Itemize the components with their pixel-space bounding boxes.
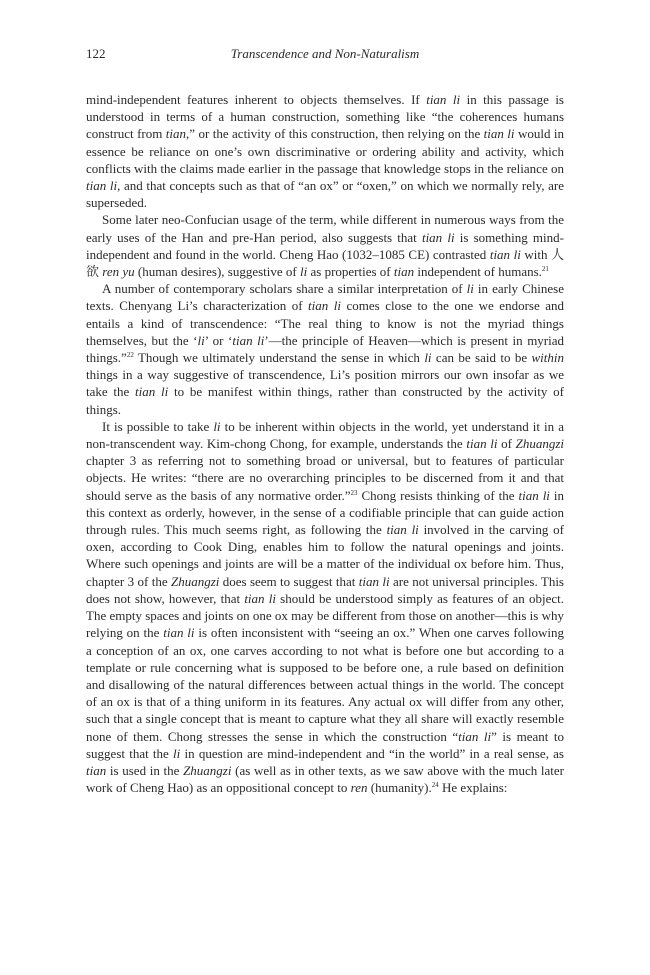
italic-term: tian (393, 264, 415, 280)
italic-term: li (424, 350, 432, 366)
text-run: in early Chinese texts. Chenyang Li’s characterization of (86, 281, 564, 314)
italic-term: ren (350, 780, 368, 796)
italic-term: tian li (244, 590, 276, 606)
italic-term: tian li (458, 728, 492, 744)
italic-term: tian li (421, 229, 455, 245)
text-run: things in a way suggestive of transcendence, Li’s position mirrors our own insofar as we take the (86, 367, 564, 400)
italic-term: Zhuangzi (183, 762, 232, 778)
paragraph (86, 91, 564, 211)
text-run: in this context as orderly, however, in the sense of a codifiable principle that can guide action through rules. This much seems right, as following the (86, 487, 564, 538)
text-run: (as well as in other texts, as we saw above with the much later work of Cheng Hao) as an oppositional concept to (86, 762, 564, 796)
italic-term: tian (165, 126, 187, 142)
italic-term: tian li (518, 487, 550, 503)
italic-term: li (466, 281, 474, 297)
italic-term: li (197, 332, 205, 348)
text-run: It is possible to take (102, 418, 214, 434)
italic-term: tian li (489, 246, 521, 262)
text-run: is used in the (106, 762, 184, 778)
text-run: as properties of (307, 264, 394, 280)
italic-term: tian (86, 762, 107, 778)
text-run: Chong resists thinking of the (357, 487, 519, 503)
paragraph (86, 418, 564, 796)
italic-term: tian li (466, 436, 498, 452)
text-run: in question are mind-independent and “in the world” in a real sense, as (180, 745, 564, 761)
italic-term: tian li (163, 625, 195, 641)
text-run: Some later neo-Confucian usage of the term, while different in numerous ways from the early uses of the Han and pre-Han period, also suggests that (86, 212, 564, 245)
text-run: to be inherent within objects in the world, yet understand it in a non-transcendent way. Kim-chong Chong, for example, understands the (86, 418, 564, 452)
italic-term: li (173, 745, 181, 761)
text-run: Though we ultimately understand the sense in which (133, 350, 425, 366)
italic-term: tian li (232, 332, 265, 348)
text-run: is often inconsistent with “seeing an ox.” When one carves following a conception of an ox, one carves according to not what is before one but according to a template or rule concerning what is supposed to be before one, a rule based on definition and disallowing of the natural differences between actual things in the world. The concept of an ox is that of a thing uniform in its features. Any actual ox will differ from any other, such that a single concept that is meant to capture what they all share will exactly resemble none of them. Chong stresses the sense in which the construction “ (86, 625, 564, 744)
text-run: (humanity). (367, 780, 432, 796)
footnote-ref: 23 (350, 488, 358, 497)
footnote-ref: 21 (541, 265, 549, 274)
page-header (86, 44, 564, 64)
italic-term: tian li (86, 178, 118, 194)
italic-term: Zhuangzi (170, 573, 220, 589)
text-run: mind-independent features inherent to objects themselves. If (86, 92, 427, 107)
text-run: can be said to be (431, 350, 532, 366)
text-run: does seem to suggest that (219, 573, 359, 589)
italic-term: tian li (426, 92, 461, 107)
text-run: in this passage is understood in terms of a human construction, something like “the coherences humans construct from (86, 92, 564, 142)
italic-term: Zhuangzi (515, 436, 565, 452)
text-run: of (497, 436, 516, 452)
text-run: comes close to the one we endorse and entails a kind of transcendence: “The real thing to know is not the myriad things themselves, but the ‘ (86, 298, 565, 348)
text-run: ,” or the activity of this construction, then relying on the (186, 126, 484, 142)
running-title: Transcendence and Non-Naturalism (230, 46, 420, 61)
footnote-ref: 24 (431, 781, 439, 790)
footnote-ref: 22 (126, 351, 134, 360)
text-run: would in essence be reliance on one’s own discriminative or ordering ability and activity, which conflicts with the claims made earlier in the passage that knowledge stops in the reliance on (86, 126, 564, 176)
italic-term: tian li (135, 384, 169, 400)
text-run: involved in the carving of oxen, according to Cook Ding, enables him to follow the natural openings and joints. Where such openings and joints are will be a matter of the individual ox before him. Thus, chapter 3 of the (86, 522, 564, 589)
italic-term: li (213, 418, 221, 434)
paragraph (86, 280, 564, 418)
italic-term: ren yu (102, 264, 135, 280)
text-run: (human desires), suggestive of (134, 264, 300, 280)
text-run: should be understood simply as features of an object. The empty spaces and joints on one ox may be different from those on another—this is why relying on the (86, 590, 565, 641)
italic-term: tian li (358, 573, 390, 589)
italic-term: li (300, 264, 308, 280)
text-run: to be manifest within things, rather than constructed by the activity of things. (86, 384, 564, 417)
page-number: 122 (86, 46, 106, 61)
text-run: chapter 3 as referring not to something broad or universal, but to features of particular objects. He writes: “there are no overarching principles to be discerned from it and that should serve as the basis of any normative order.” (86, 453, 564, 503)
text-run: , and that concepts such as that of “an ox” or “oxen,” on which we normally rely, are superseded. (86, 178, 564, 211)
body-text (86, 91, 564, 796)
italic-term: tian li (386, 522, 419, 538)
italic-term: tian li (308, 298, 341, 314)
italic-term: tian li (483, 126, 515, 142)
text-run: with 人欲 (86, 246, 564, 280)
text-run: He explains: (438, 780, 508, 796)
text-run: ’ or ‘ (204, 332, 233, 348)
text-run: ” is meant to suggest that the (86, 728, 564, 761)
text-run: are not universal principles. This does not show, however, that (86, 573, 564, 606)
paragraph (86, 211, 564, 280)
text-run: independent of humans. (414, 264, 542, 280)
italic-term: within (531, 350, 564, 366)
text-run: is something mind-independent and found in the world. Cheng Hao (1032–1085 CE) contrasted (86, 229, 564, 262)
text-run: A number of contemporary scholars share a similar interpretation of (102, 281, 467, 297)
text-run: ’—the principle of Heaven—which is present in myriad things.” (86, 332, 565, 366)
